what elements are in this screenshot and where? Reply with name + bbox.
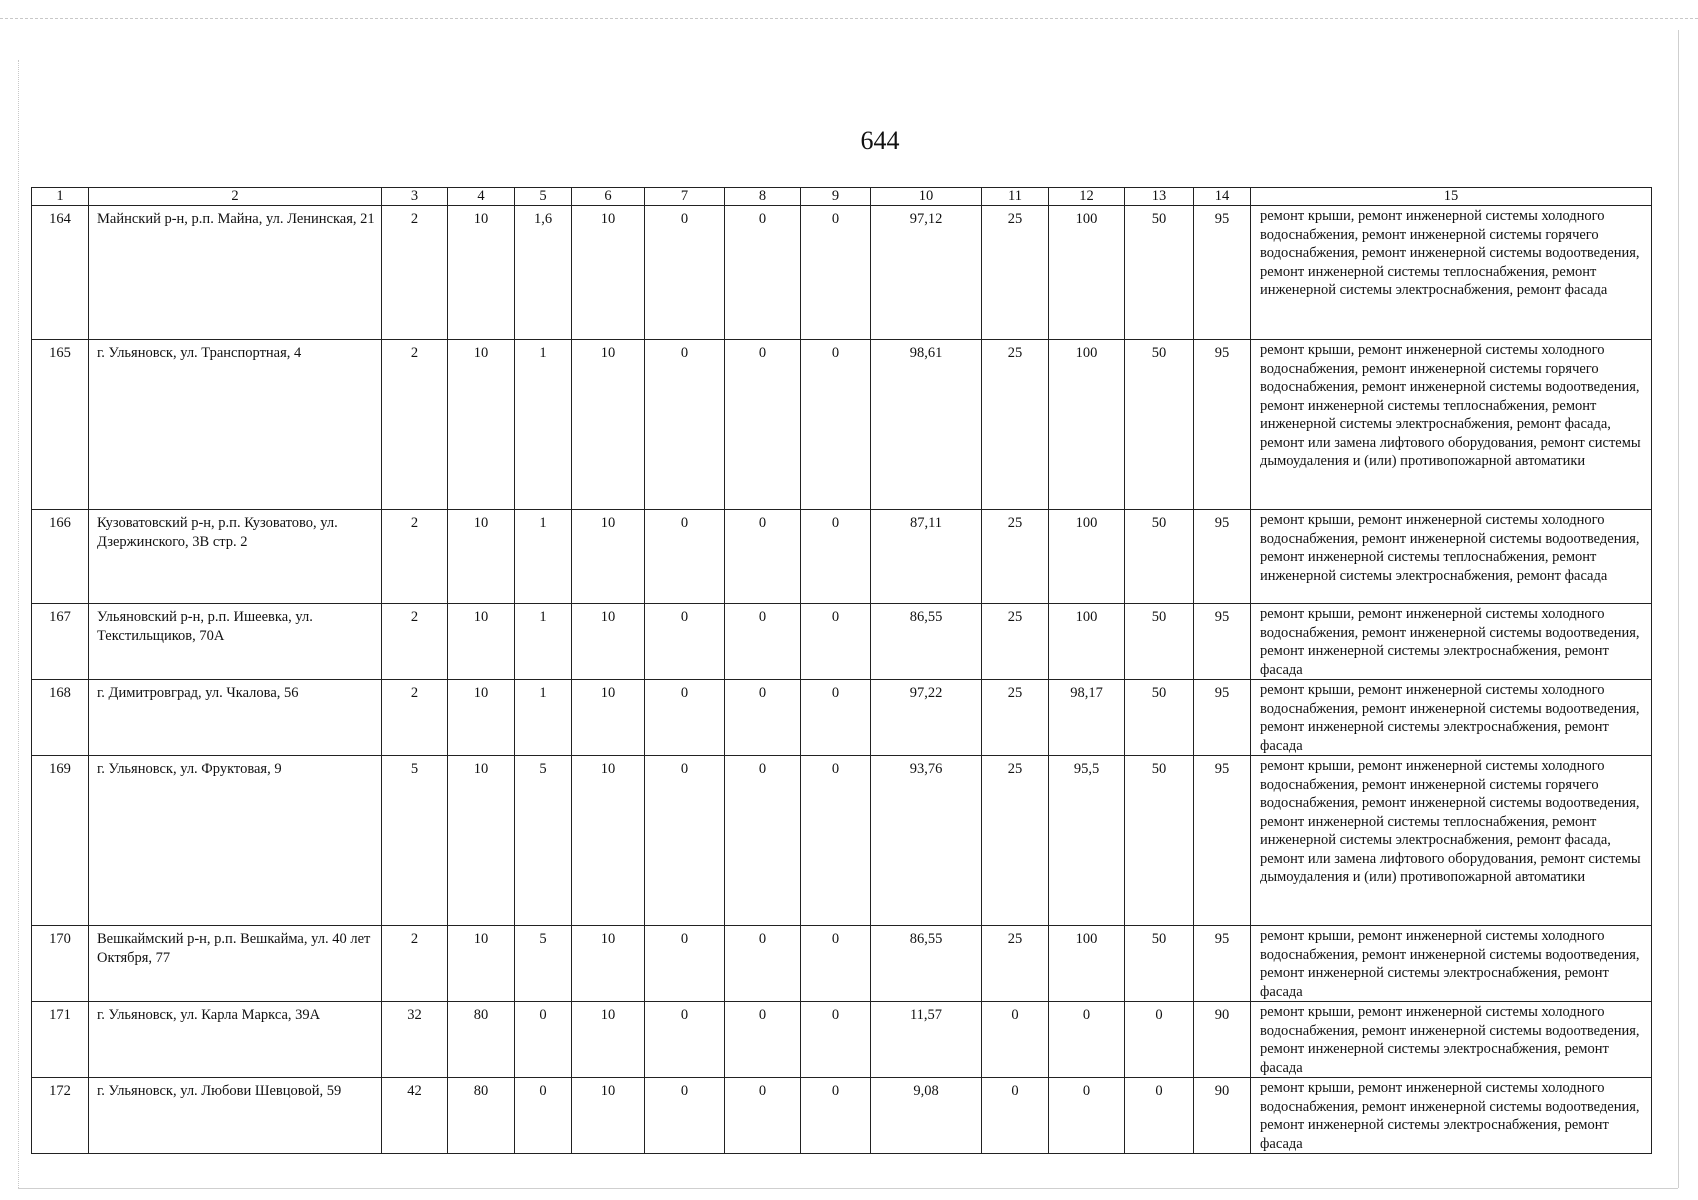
cell-col-14: 95: [1194, 340, 1251, 510]
cell-col-8: 0: [725, 510, 801, 604]
cell-col-10: 98,61: [871, 340, 982, 510]
cell-col-14: 95: [1194, 206, 1251, 340]
building-address: Кузоватовский р-н, р.п. Кузоватово, ул. Дзержинского, 3В стр. 2: [89, 510, 382, 604]
cell-col-8: 0: [725, 680, 801, 756]
column-number: 8: [725, 188, 801, 206]
row-number: 172: [32, 1078, 89, 1154]
column-number: 3: [382, 188, 448, 206]
row-number: 170: [32, 926, 89, 1002]
cell-col-5: 0: [515, 1078, 572, 1154]
cell-col-4: 10: [448, 680, 515, 756]
column-number-row: [32, 188, 1652, 206]
cell-col-9: 0: [801, 604, 871, 680]
table-row: [32, 1078, 1652, 1154]
cell-col-7: 0: [645, 510, 725, 604]
repair-works: ремонт крыши, ремонт инженерной системы холодного водоснабжения, ремонт инженерной системы водоотведения, ремонт инженерной системы электроснабжения, ремонт фасада: [1251, 1002, 1652, 1078]
cell-col-9: 0: [801, 1002, 871, 1078]
repair-works: ремонт крыши, ремонт инженерной системы холодного водоснабжения, ремонт инженерной системы горячего водоснабжения, ремонт инженерной системы водоотведения, ремонт инженерной системы теплоснабжения, ремонт инженерной системы электроснабжения, ремонт фасада, ремонт или замена лифтового оборудования, ремонт системы дымоудаления и (или) противопожарной автоматики: [1251, 340, 1652, 510]
table-row: [32, 340, 1652, 510]
cell-col-7: 0: [645, 206, 725, 340]
cell-col-10: 86,55: [871, 926, 982, 1002]
cell-col-4: 10: [448, 604, 515, 680]
cell-col-4: 10: [448, 340, 515, 510]
cell-col-5: 1: [515, 510, 572, 604]
repair-works: ремонт крыши, ремонт инженерной системы холодного водоснабжения, ремонт инженерной системы водоотведения, ремонт инженерной системы теплоснабжения, ремонт инженерной системы электроснабжения, ремонт фасада: [1251, 510, 1652, 604]
cell-col-12: 100: [1049, 206, 1125, 340]
cell-col-12: 100: [1049, 926, 1125, 1002]
repair-works: ремонт крыши, ремонт инженерной системы холодного водоснабжения, ремонт инженерной системы горячего водоснабжения, ремонт инженерной системы водоотведения, ремонт инженерной системы теплоснабжения, ремонт инженерной системы электроснабжения, ремонт фасада: [1251, 206, 1652, 340]
cell-col-7: 0: [645, 680, 725, 756]
cell-col-8: 0: [725, 604, 801, 680]
column-number: 12: [1049, 188, 1125, 206]
cell-col-5: 1: [515, 340, 572, 510]
cell-col-9: 0: [801, 926, 871, 1002]
cell-col-9: 0: [801, 756, 871, 926]
column-number: 6: [572, 188, 645, 206]
table-row: [32, 510, 1652, 604]
column-number: 2: [89, 188, 382, 206]
cell-col-8: 0: [725, 340, 801, 510]
cell-col-7: 0: [645, 926, 725, 1002]
cell-col-3: 2: [382, 510, 448, 604]
repair-works: ремонт крыши, ремонт инженерной системы холодного водоснабжения, ремонт инженерной системы водоотведения, ремонт инженерной системы электроснабжения, ремонт фасада: [1251, 1078, 1652, 1154]
cell-col-12: 0: [1049, 1002, 1125, 1078]
row-number: 167: [32, 604, 89, 680]
column-number: 11: [982, 188, 1049, 206]
table-row: [32, 680, 1652, 756]
cell-col-3: 32: [382, 1002, 448, 1078]
cell-col-3: 42: [382, 1078, 448, 1154]
cell-col-8: 0: [725, 1078, 801, 1154]
cell-col-12: 98,17: [1049, 680, 1125, 756]
cell-col-13: 50: [1125, 604, 1194, 680]
cell-col-13: 0: [1125, 1002, 1194, 1078]
page-number: 644: [860, 126, 900, 155]
cell-col-8: 0: [725, 1002, 801, 1078]
row-number: 168: [32, 680, 89, 756]
cell-col-10: 9,08: [871, 1078, 982, 1154]
table-row: [32, 206, 1652, 340]
cell-col-13: 50: [1125, 926, 1194, 1002]
building-address: г. Ульяновск, ул. Фруктовая, 9: [89, 756, 382, 926]
cell-col-6: 10: [572, 756, 645, 926]
cell-col-4: 10: [448, 206, 515, 340]
building-address: г. Ульяновск, ул. Транспортная, 4: [89, 340, 382, 510]
cell-col-13: 50: [1125, 206, 1194, 340]
cell-col-9: 0: [801, 1078, 871, 1154]
cell-col-3: 5: [382, 756, 448, 926]
cell-col-9: 0: [801, 206, 871, 340]
cell-col-11: 25: [982, 604, 1049, 680]
cell-col-6: 10: [572, 604, 645, 680]
cell-col-11: 25: [982, 926, 1049, 1002]
cell-col-14: 95: [1194, 510, 1251, 604]
cell-col-12: 100: [1049, 604, 1125, 680]
cell-col-6: 10: [572, 926, 645, 1002]
cell-col-9: 0: [801, 340, 871, 510]
building-address: Вешкаймский р-н, р.п. Вешкайма, ул. 40 лет Октября, 77: [89, 926, 382, 1002]
cell-col-14: 95: [1194, 604, 1251, 680]
row-number: 165: [32, 340, 89, 510]
repair-works: ремонт крыши, ремонт инженерной системы холодного водоснабжения, ремонт инженерной системы водоотведения, ремонт инженерной системы электроснабжения, ремонт фасада: [1251, 680, 1652, 756]
repair-works: ремонт крыши, ремонт инженерной системы холодного водоснабжения, ремонт инженерной системы водоотведения, ремонт инженерной системы электроснабжения, ремонт фасада: [1251, 604, 1652, 680]
cell-col-14: 90: [1194, 1078, 1251, 1154]
cell-col-11: 25: [982, 680, 1049, 756]
scan-edge-bottom: [18, 1188, 1678, 1189]
cell-col-5: 0: [515, 1002, 572, 1078]
building-address: г. Ульяновск, ул. Любови Шевцовой, 59: [89, 1078, 382, 1154]
row-number: 164: [32, 206, 89, 340]
column-number: 5: [515, 188, 572, 206]
cell-col-7: 0: [645, 604, 725, 680]
cell-col-6: 10: [572, 510, 645, 604]
column-number: 15: [1251, 188, 1652, 206]
row-number: 166: [32, 510, 89, 604]
cell-col-5: 1,6: [515, 206, 572, 340]
cell-col-10: 87,11: [871, 510, 982, 604]
cell-col-11: 0: [982, 1002, 1049, 1078]
row-number: 169: [32, 756, 89, 926]
cell-col-5: 5: [515, 926, 572, 1002]
cell-col-8: 0: [725, 206, 801, 340]
cell-col-11: 25: [982, 340, 1049, 510]
cell-col-11: 25: [982, 206, 1049, 340]
cell-col-13: 0: [1125, 1078, 1194, 1154]
repair-register-table: [31, 187, 1652, 1154]
table-row: [32, 926, 1652, 1002]
cell-col-4: 80: [448, 1002, 515, 1078]
building-address: Ульяновский р-н, р.п. Ишеевка, ул. Текстильщиков, 70А: [89, 604, 382, 680]
table-row: [32, 756, 1652, 926]
building-address: г. Ульяновск, ул. Карла Маркса, 39А: [89, 1002, 382, 1078]
cell-col-4: 10: [448, 926, 515, 1002]
cell-col-10: 97,12: [871, 206, 982, 340]
cell-col-4: 80: [448, 1078, 515, 1154]
cell-col-6: 10: [572, 1078, 645, 1154]
scan-edge-top: [0, 18, 1698, 19]
cell-col-5: 5: [515, 756, 572, 926]
cell-col-8: 0: [725, 926, 801, 1002]
cell-col-9: 0: [801, 680, 871, 756]
cell-col-11: 0: [982, 1078, 1049, 1154]
cell-col-10: 86,55: [871, 604, 982, 680]
cell-col-3: 2: [382, 340, 448, 510]
cell-col-8: 0: [725, 756, 801, 926]
column-number: 10: [871, 188, 982, 206]
cell-col-11: 25: [982, 510, 1049, 604]
column-number: 9: [801, 188, 871, 206]
scan-edge-right: [1678, 30, 1679, 1188]
cell-col-3: 2: [382, 680, 448, 756]
cell-col-3: 2: [382, 604, 448, 680]
cell-col-7: 0: [645, 340, 725, 510]
cell-col-7: 0: [645, 756, 725, 926]
cell-col-13: 50: [1125, 510, 1194, 604]
cell-col-14: 95: [1194, 680, 1251, 756]
cell-col-11: 25: [982, 756, 1049, 926]
cell-col-9: 0: [801, 510, 871, 604]
cell-col-12: 100: [1049, 340, 1125, 510]
cell-col-5: 1: [515, 680, 572, 756]
column-number: 13: [1125, 188, 1194, 206]
cell-col-4: 10: [448, 756, 515, 926]
cell-col-7: 0: [645, 1002, 725, 1078]
cell-col-10: 97,22: [871, 680, 982, 756]
column-number: 4: [448, 188, 515, 206]
cell-col-6: 10: [572, 1002, 645, 1078]
column-number: 7: [645, 188, 725, 206]
cell-col-3: 2: [382, 926, 448, 1002]
row-number: 171: [32, 1002, 89, 1078]
cell-col-10: 93,76: [871, 756, 982, 926]
cell-col-3: 2: [382, 206, 448, 340]
cell-col-12: 95,5: [1049, 756, 1125, 926]
repair-works: ремонт крыши, ремонт инженерной системы холодного водоснабжения, ремонт инженерной системы горячего водоснабжения, ремонт инженерной системы водоотведения, ремонт инженерной системы теплоснабжения, ремонт инженерной системы электроснабжения, ремонт фасада, ремонт или замена лифтового оборудования, ремонт системы дымоудаления и (или) противопожарной автоматики: [1251, 756, 1652, 926]
building-address: Майнский р-н, р.п. Майна, ул. Ленинская, 21: [89, 206, 382, 340]
column-number: 14: [1194, 188, 1251, 206]
scan-edge-left: [18, 60, 19, 1188]
cell-col-13: 50: [1125, 340, 1194, 510]
table-row: [32, 1002, 1652, 1078]
cell-col-6: 10: [572, 206, 645, 340]
cell-col-4: 10: [448, 510, 515, 604]
cell-col-6: 10: [572, 340, 645, 510]
cell-col-6: 10: [572, 680, 645, 756]
cell-col-14: 95: [1194, 926, 1251, 1002]
cell-col-5: 1: [515, 604, 572, 680]
cell-col-13: 50: [1125, 680, 1194, 756]
table-row: [32, 604, 1652, 680]
cell-col-14: 90: [1194, 1002, 1251, 1078]
building-address: г. Димитровград, ул. Чкалова, 56: [89, 680, 382, 756]
cell-col-12: 0: [1049, 1078, 1125, 1154]
cell-col-10: 11,57: [871, 1002, 982, 1078]
column-number: 1: [32, 188, 89, 206]
repair-works: ремонт крыши, ремонт инженерной системы холодного водоснабжения, ремонт инженерной системы водоотведения, ремонт инженерной системы электроснабжения, ремонт фасада: [1251, 926, 1652, 1002]
cell-col-14: 95: [1194, 756, 1251, 926]
cell-col-13: 50: [1125, 756, 1194, 926]
cell-col-7: 0: [645, 1078, 725, 1154]
cell-col-12: 100: [1049, 510, 1125, 604]
